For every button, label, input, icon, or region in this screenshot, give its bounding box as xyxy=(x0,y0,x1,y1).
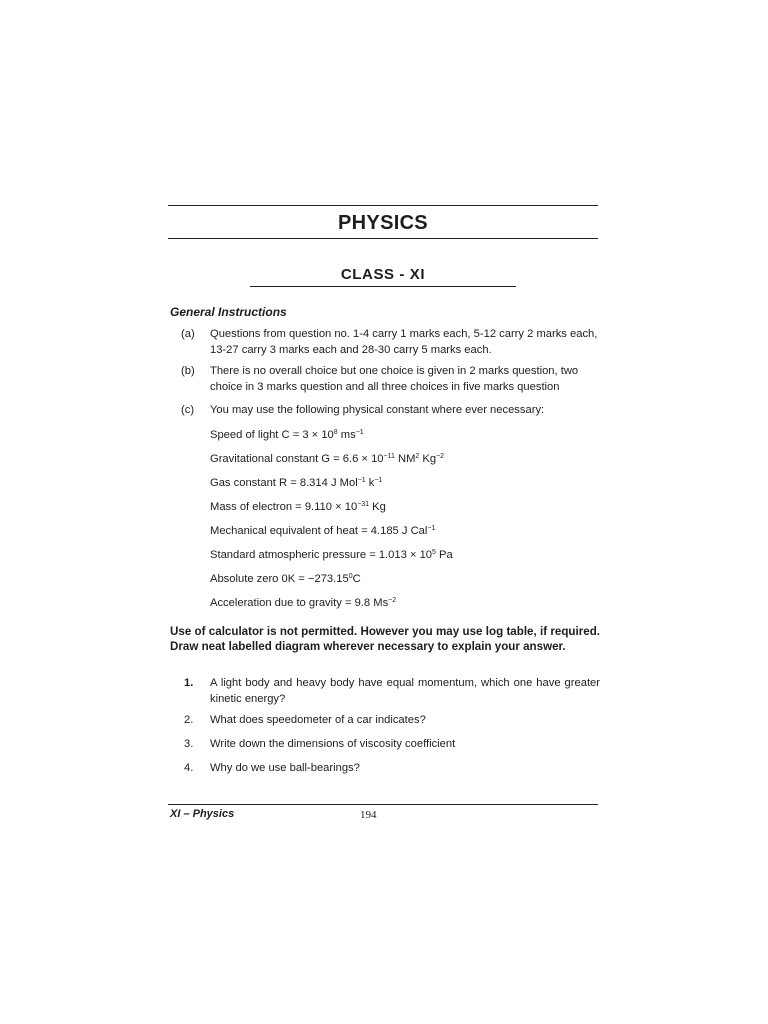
question-number: 3. xyxy=(184,738,194,750)
constant-atmospheric-pressure xyxy=(210,547,453,563)
constant-superscript: −11 xyxy=(383,453,395,460)
question-number: 4. xyxy=(184,762,194,774)
question-text: Write down the dimensions of viscosity coefficient xyxy=(210,738,456,750)
constant-superscript: 0 xyxy=(348,573,353,580)
constant-superscript: −1 xyxy=(427,525,436,532)
question-text: A light body and heavy body have equal momentum, which one have greater kinetic energy? xyxy=(210,677,600,705)
constant-gravity-acceleration xyxy=(210,595,396,611)
question-text: Why do we use ball-bearings? xyxy=(210,762,360,774)
class-subtitle: CLASS - XI xyxy=(340,266,426,283)
question-text: What does speedometer of a car indicates? xyxy=(210,714,426,726)
instruction-label-b: (b) xyxy=(181,365,195,377)
instruction-text-b: There is no overall choice but one choice is given in 2 marks question, two choice in 3 marks question and all three choices in five marks question xyxy=(210,365,579,393)
constant-mechanical-equivalent xyxy=(210,523,435,539)
page-number: 194 xyxy=(360,809,377,821)
constant-text: Speed of light C = 3 × 10 xyxy=(210,429,334,441)
top-rule xyxy=(168,205,598,206)
constant-text: NM xyxy=(394,453,416,465)
constant-superscript: −2 xyxy=(436,453,445,460)
instruction-label-c: (c) xyxy=(181,404,195,416)
constant-superscript: −1 xyxy=(374,477,383,484)
constant-electron-mass xyxy=(210,499,386,515)
question-number: 2. xyxy=(184,714,194,726)
calculator-note: Use of calculator is not permitted. However you may use log table, if required. Draw neat labelled diagram wherever necessary to explain your answer. xyxy=(170,625,600,653)
subtitle-underline-rule xyxy=(250,286,516,287)
constant-superscript: −1 xyxy=(357,477,366,484)
constant-gravitational xyxy=(210,451,444,467)
constant-superscript: 5 xyxy=(432,549,436,556)
constant-text: C xyxy=(352,573,361,585)
constant-text: Kg xyxy=(369,501,386,513)
title-underline-rule xyxy=(168,238,598,239)
constant-text: ms xyxy=(337,429,356,441)
question-number: 1. xyxy=(184,677,194,689)
instruction-text-c: You may use the following physical constant where ever necessary: xyxy=(210,404,545,416)
instruction-text-a: Questions from question no. 1-4 carry 1 marks each, 5-12 carry 2 marks each, 13-27 carry 3 marks each and 28-30 carry 5 marks each. xyxy=(210,328,598,356)
constant-text: Absolute zero 0K = −273.15 xyxy=(210,573,349,585)
footer-rule xyxy=(168,804,598,805)
constant-text: Acceleration due to gravity = 9.8 Ms xyxy=(210,597,389,609)
constant-gas xyxy=(210,475,382,491)
constant-superscript: −31 xyxy=(357,501,370,508)
constant-speed-of-light xyxy=(210,427,364,443)
constant-absolute-zero xyxy=(210,571,361,587)
instruction-label-a: (a) xyxy=(181,328,195,340)
constant-text: Mechanical equivalent of heat = 4.185 J Cal xyxy=(210,525,428,537)
constant-text: Kg xyxy=(419,453,437,465)
constant-superscript: 8 xyxy=(333,429,338,436)
constant-text: Gas constant R = 8.314 J Mol xyxy=(210,477,358,489)
constant-text: Gravitational constant G = 6.6 × 10 xyxy=(210,453,384,465)
constant-superscript: −1 xyxy=(355,429,364,436)
constant-text: Mass of electron = 9.110 × 10 xyxy=(210,501,358,513)
constant-superscript: −2 xyxy=(388,597,397,604)
constant-text: Pa xyxy=(435,549,453,561)
constant-text: k xyxy=(365,477,375,489)
footer-course-label: XI – Physics xyxy=(170,808,235,820)
constant-superscript: 2 xyxy=(415,453,420,460)
page-title: PHYSICS xyxy=(338,212,428,234)
constant-text: Standard atmospheric pressure = 1.013 × 10 xyxy=(210,549,433,561)
general-instructions-heading: General Instructions xyxy=(170,305,287,319)
